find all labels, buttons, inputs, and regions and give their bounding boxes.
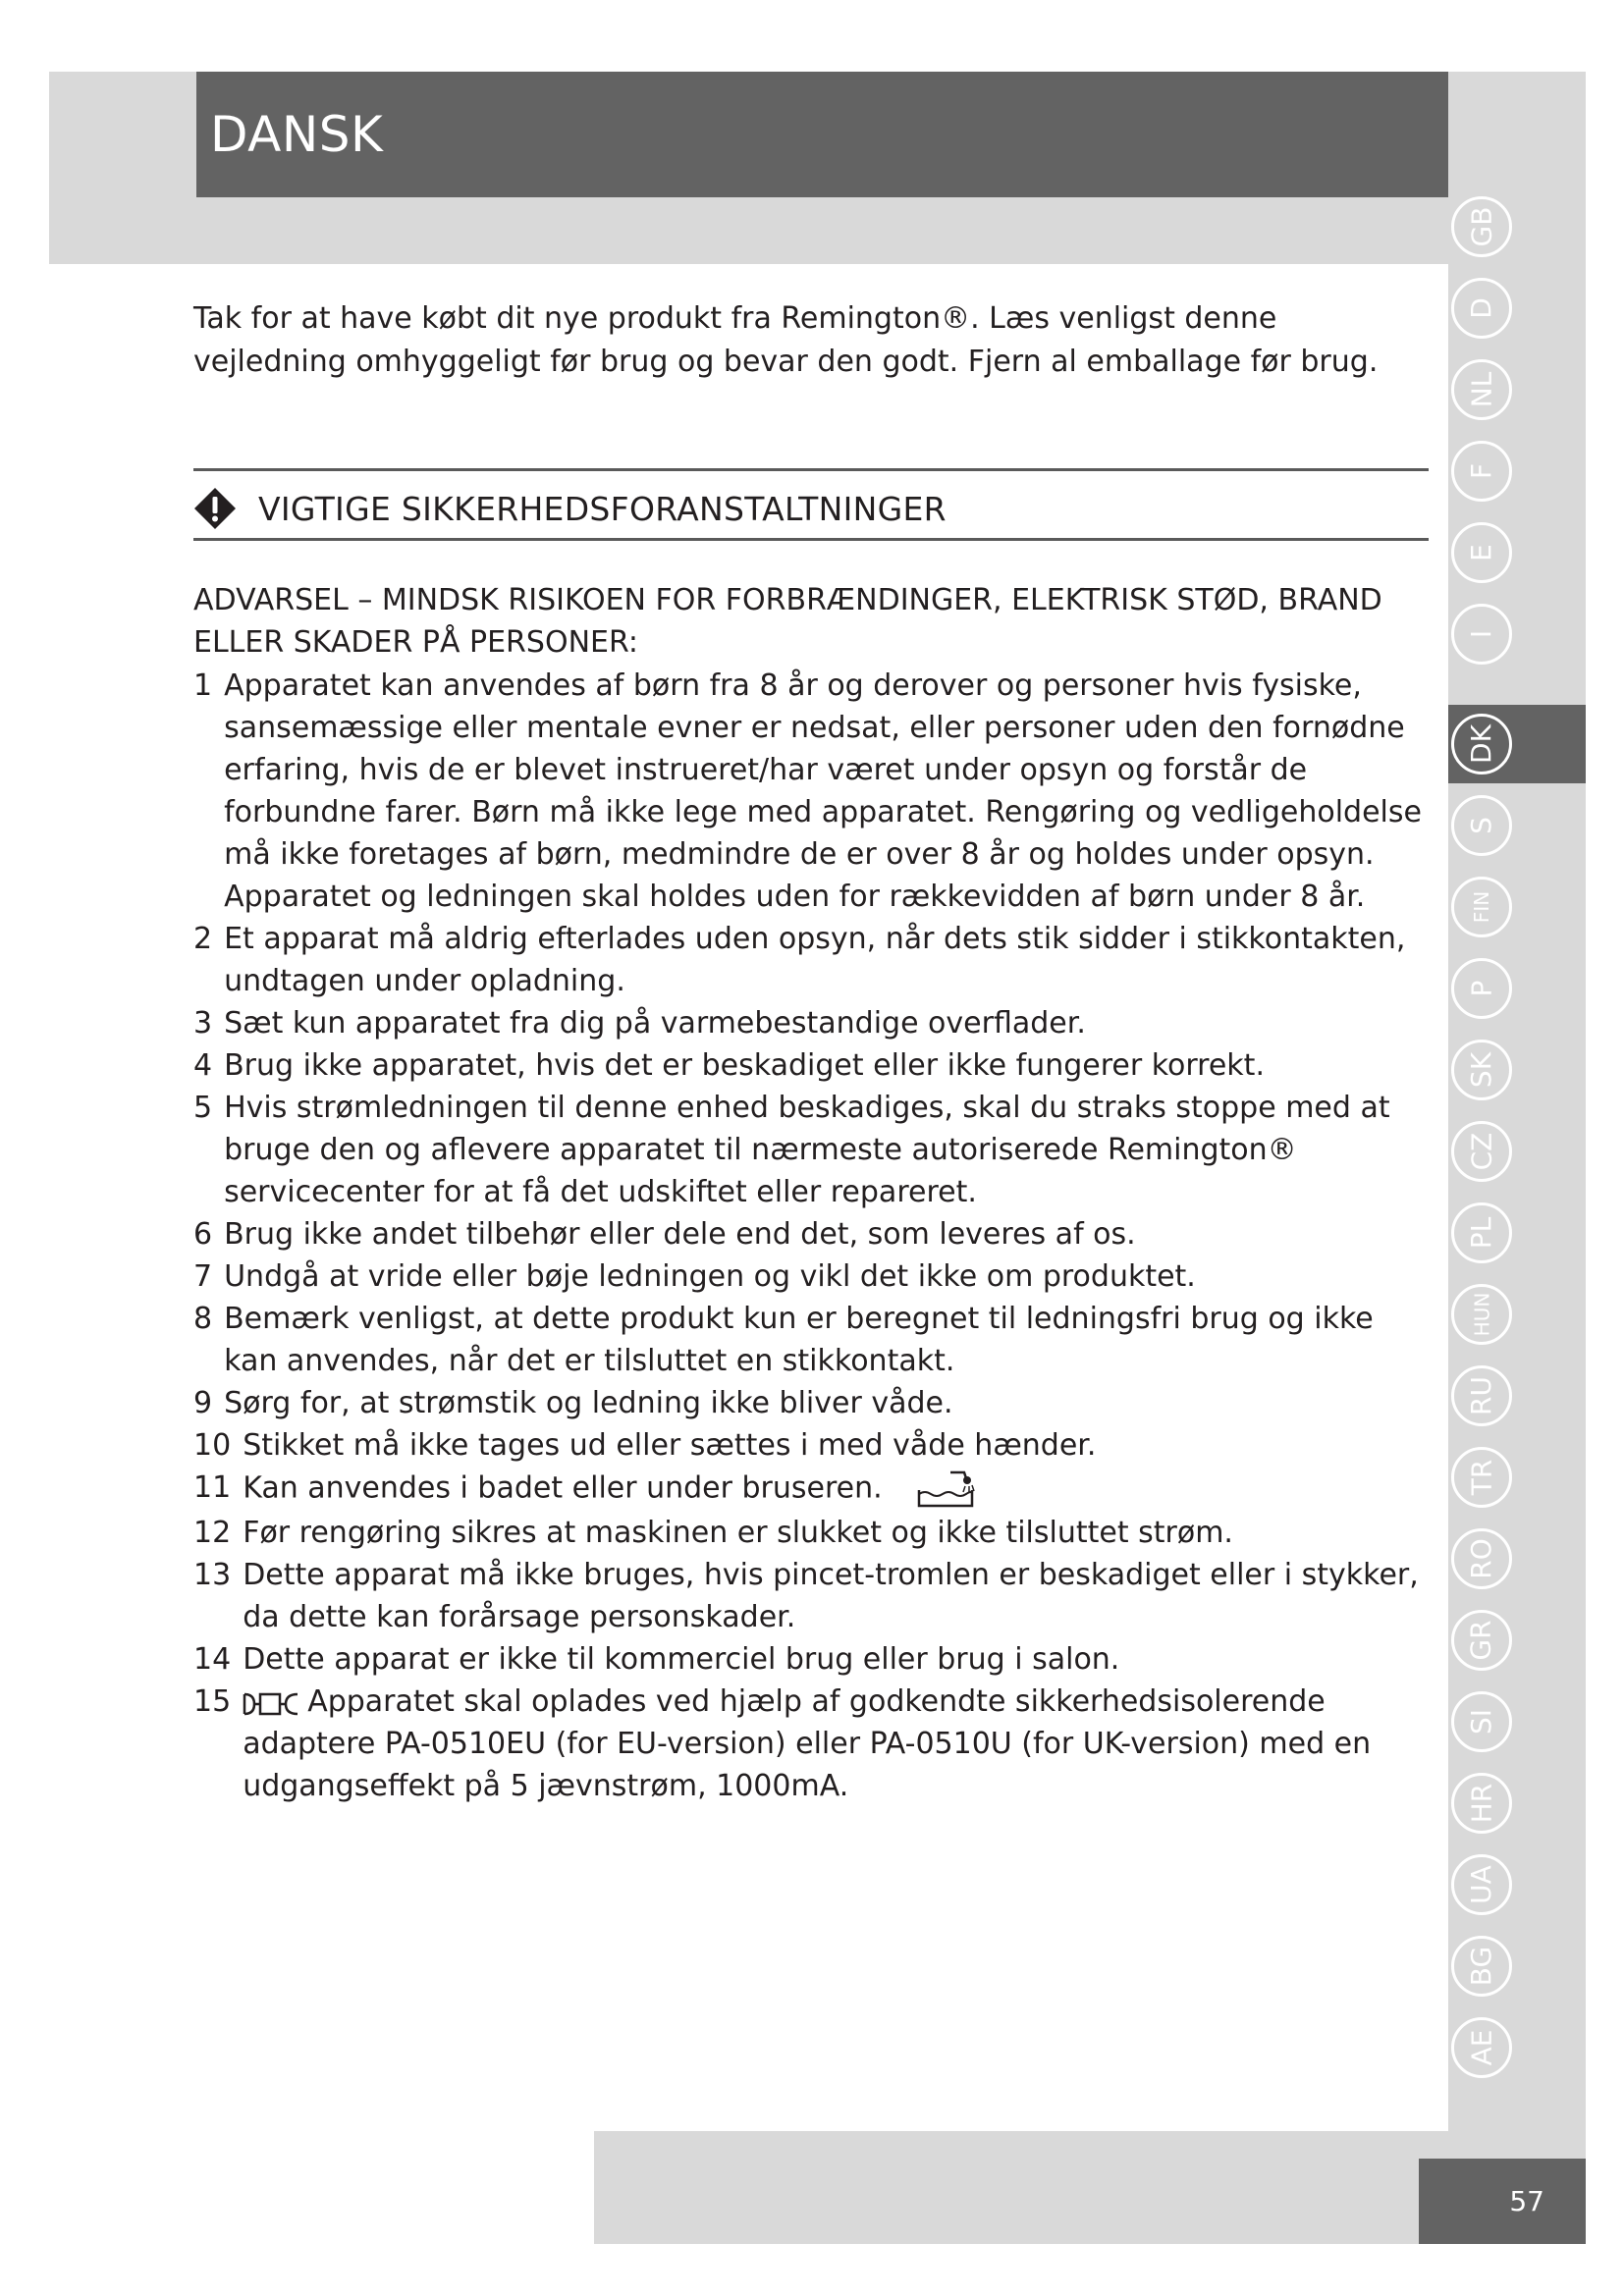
language-tab-label: TR [1465, 1459, 1497, 1496]
language-tab-label: DK [1464, 724, 1497, 764]
language-tab-e[interactable] [1451, 522, 1512, 583]
item-number: 4 [193, 1048, 213, 1083]
item-number: 12 [193, 1516, 232, 1550]
safety-item-8 [193, 1298, 1435, 1382]
item-number: 11 [193, 1470, 232, 1505]
heading-rule-bottom [193, 538, 1429, 541]
language-tab-label: F [1464, 462, 1497, 480]
language-tab-d[interactable] [1451, 278, 1512, 339]
language-tab-label: S [1465, 817, 1497, 834]
item-text-wrap [243, 1681, 1435, 1807]
language-tab-bg[interactable] [1451, 1936, 1512, 1997]
item-number: 6 [193, 1217, 213, 1252]
safety-item-7 [193, 1255, 1435, 1298]
language-tab-s[interactable] [1451, 795, 1512, 856]
safety-list [193, 665, 1435, 1807]
warning-icon [193, 487, 237, 530]
language-tab-si[interactable] [1451, 1691, 1512, 1752]
safety-item-2 [193, 918, 1435, 1002]
item-number: 14 [193, 1642, 232, 1677]
item-text-wrap [243, 1467, 1435, 1512]
safety-item-1 [193, 665, 1435, 918]
item-text: Før rengøring sikres at maskinen er slukket og ikke tilsluttet strøm. [243, 1516, 1233, 1550]
item-number: 10 [193, 1428, 232, 1463]
item-number: 13 [193, 1558, 232, 1592]
language-tab-ru[interactable] [1451, 1365, 1512, 1426]
item-number: 3 [193, 1006, 213, 1041]
language-tab-dk[interactable] [1451, 714, 1512, 774]
language-tab-label: FIN [1470, 890, 1493, 924]
language-tab-i[interactable] [1451, 604, 1512, 665]
language-tab-label: SI [1465, 1708, 1497, 1735]
adapter-symbol-icon [243, 1686, 299, 1720]
item-text: Apparatet skal oplades ved hjælp af godkendte sikkerhedsisolerende adaptere PA-0510EU (for EU-version) eller PA-0510U (for UK-version) med en udgangseffekt på 5 jævnstrøm, 1000mA. [243, 1684, 1372, 1803]
language-tab-label: NL [1464, 371, 1497, 408]
language-tab-ro[interactable] [1451, 1528, 1512, 1589]
item-text: Stikket må ikke tages ud eller sættes i med våde hænder. [243, 1428, 1097, 1463]
page-number: 57 [1509, 2185, 1544, 2217]
language-tab-label: BG [1464, 1946, 1497, 1987]
language-tab-label: D [1465, 297, 1497, 319]
safety-item-3 [193, 1002, 1435, 1044]
language-tab-gr[interactable] [1451, 1610, 1512, 1671]
item-text: Sæt kun apparatet fra dig på varmebestandige overflader. [224, 1006, 1086, 1041]
language-tab-label: HUN [1469, 1292, 1493, 1337]
item-number: 2 [193, 922, 213, 956]
warning-intro: ADVARSEL – MINDSK RISIKOEN FOR FORBRÆNDINGER, ELEKTRISK STØD, BRAND ELLER SKADER PÅ PERSONER: [193, 583, 1382, 660]
safety-item-15 [193, 1681, 1435, 1807]
item-text: Kan anvendes i badet eller under bruseren. [243, 1470, 883, 1506]
item-text: Brug ikke andet tilbehør eller dele end det, som leveres af os. [224, 1217, 1136, 1252]
language-tab-ae[interactable] [1451, 2017, 1512, 2078]
safety-item-12 [193, 1512, 1435, 1554]
language-tab-label: CZ [1464, 1132, 1497, 1171]
language-tab-f[interactable] [1451, 441, 1512, 502]
language-tab-label: HR [1464, 1783, 1497, 1824]
language-tab-fin[interactable] [1451, 877, 1512, 937]
language-tab-nl[interactable] [1451, 359, 1512, 420]
language-tab-label: SK [1464, 1051, 1497, 1089]
item-text: Sørg for, at strømstik og ledning ikke bliver våde. [224, 1386, 953, 1420]
item-text: Brug ikke apparatet, hvis det er beskadiget eller ikke fungerer korrekt. [224, 1048, 1265, 1083]
language-tab-label: UA [1465, 1865, 1497, 1904]
language-tab-label: I [1464, 629, 1497, 639]
language-tab-label: GR [1465, 1620, 1497, 1661]
item-text: Apparatet kan anvendes af børn fra 8 år og derover og personer hvis fysiske, sansemæssige eller mentale evner er nedsat, eller personer uden den fornødne erfaring, hvis de er blevet instrueret/har været under opsyn og forstår de forbundne farer. Børn må ikke lege med apparatet. Rengøring og vedligeholdelse må ikke foretages af børn, medmindre de er over 8 år og holdes under opsyn. Apparatet og ledningen skal holdes uden for rækkevidden af børn under 8 år. [224, 668, 1422, 914]
language-tab-label: AE [1464, 2029, 1497, 2066]
language-tab-label: RO [1465, 1538, 1497, 1579]
language-tab-gb[interactable] [1451, 196, 1512, 257]
safety-item-14 [193, 1638, 1435, 1681]
heading-rule-top [193, 468, 1429, 471]
item-number: 7 [193, 1259, 213, 1294]
intro-paragraph: Tak for at have købt dit nye produkt fra Remington®. Læs venligst denne vejledning omhyggeligt før brug og bevar den godt. Fjern al emballage før brug. [193, 301, 1379, 379]
language-tab-tr[interactable] [1451, 1447, 1512, 1508]
item-number: 15 [193, 1684, 232, 1719]
safety-item-5 [193, 1087, 1435, 1213]
safety-heading-text: VIGTIGE SIKKERHEDSFORANSTALTNINGER [258, 489, 947, 528]
language-tab-label: RU [1464, 1376, 1497, 1415]
language-tab-label: PL [1464, 1216, 1497, 1250]
item-text: Hvis strømledningen til denne enhed beskadiges, skal du straks stoppe med at bruge den og aflevere apparatet til nærmeste autoriserede Remington® servicecenter for at få det udskiftet eller repareret. [224, 1091, 1390, 1209]
safety-item-10 [193, 1424, 1435, 1467]
safety-heading [193, 479, 947, 538]
safety-item-13 [193, 1554, 1435, 1638]
safety-item-11 [193, 1467, 1435, 1512]
item-text: Et apparat må aldrig efterlades uden opsyn, når dets stik sidder i stikkontakten, undtagen under opladning. [224, 922, 1406, 998]
language-tab-label: E [1464, 544, 1497, 561]
language-tab-label: GB [1465, 206, 1497, 247]
title-box [196, 72, 1448, 197]
item-number: 8 [193, 1302, 213, 1336]
language-tab-sk[interactable] [1451, 1040, 1512, 1100]
safety-item-6 [193, 1213, 1435, 1255]
item-text: Dette apparat er ikke til kommerciel brug eller brug i salon. [243, 1642, 1120, 1677]
language-tab-label: P [1464, 980, 1497, 997]
item-text: Bemærk venligst, at dette produkt kun er beregnet til ledningsfri brug og ikke kan anvendes, når det er tilsluttet en stikkontakt. [224, 1302, 1374, 1378]
item-number: 1 [193, 668, 213, 703]
language-tab-pl[interactable] [1451, 1202, 1512, 1263]
language-tab-cz[interactable] [1451, 1121, 1512, 1182]
page-title: DANSK [210, 106, 384, 163]
item-number: 5 [193, 1091, 213, 1125]
safety-item-4 [193, 1044, 1435, 1087]
item-number: 9 [193, 1386, 213, 1420]
language-tab-p[interactable] [1451, 958, 1512, 1019]
bath-shower-icon [915, 1467, 980, 1512]
language-tab-hun[interactable] [1451, 1284, 1512, 1345]
item-text: Undgå at vride eller bøje ledningen og vikl det ikke om produktet. [224, 1259, 1196, 1294]
page-number-box [1419, 2159, 1586, 2244]
language-tab-hr[interactable] [1451, 1773, 1512, 1834]
safety-item-9 [193, 1382, 1435, 1424]
item-text: Dette apparat må ikke bruges, hvis pincet-tromlen er beskadiget eller i stykker, da dette kan forårsage personskader. [243, 1558, 1419, 1634]
language-tab-ua[interactable] [1451, 1854, 1512, 1915]
